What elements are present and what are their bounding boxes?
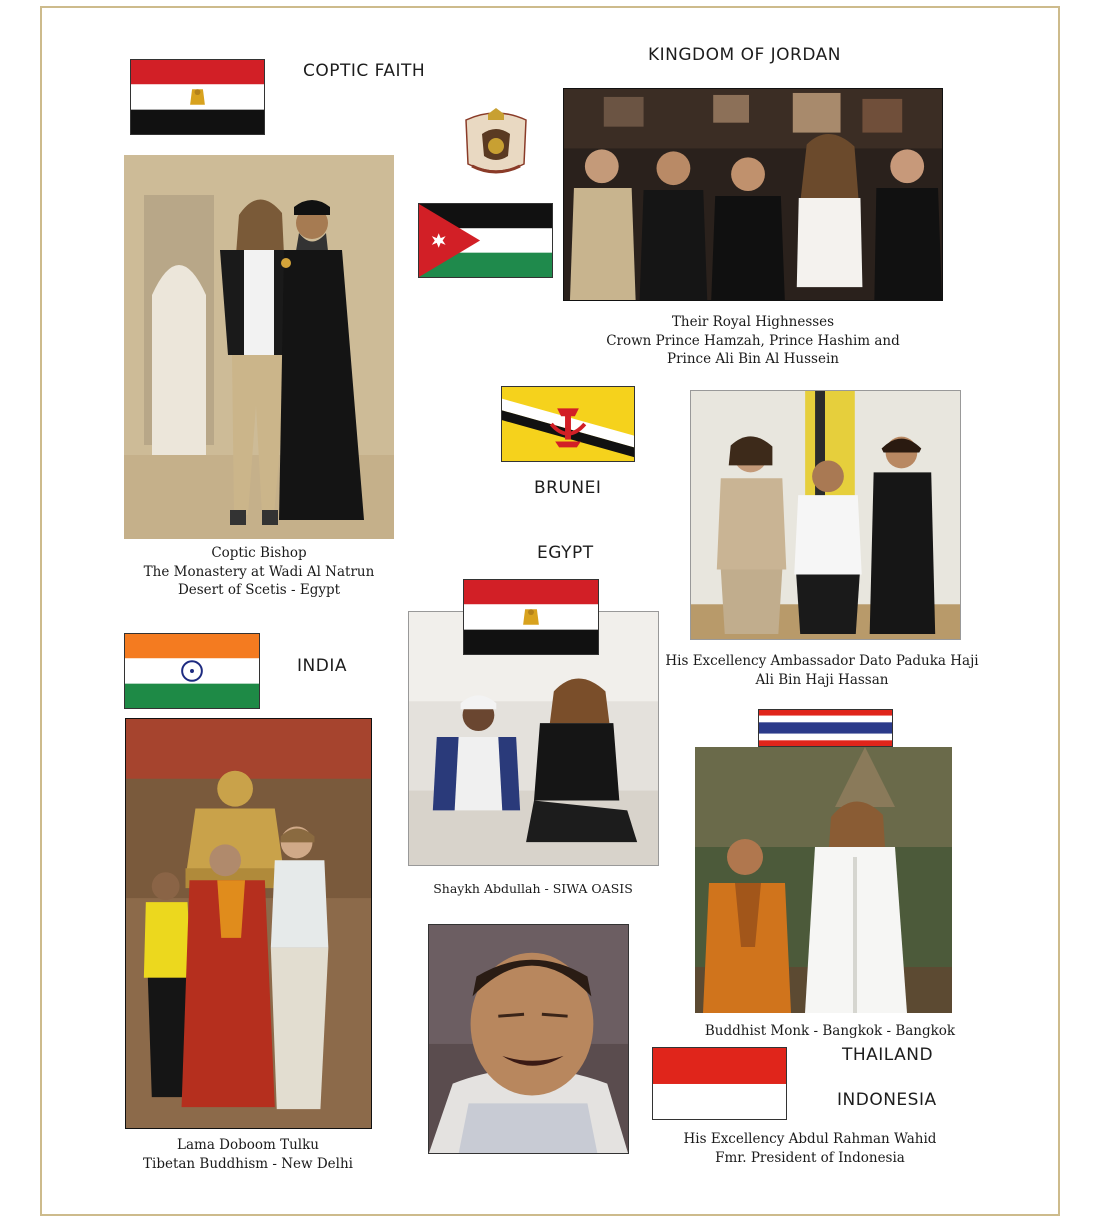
caption-line: Lama Doboom Tulku — [177, 1137, 319, 1153]
heading-indonesia: INDONESIA — [837, 1090, 937, 1110]
caption-india — [118, 1136, 378, 1173]
egypt-flag-small — [463, 579, 599, 655]
heading-egypt: EGYPT — [537, 543, 594, 563]
caption-line: Shaykh Abdullah - SIWA OASIS — [433, 881, 633, 896]
jordan-flag — [418, 203, 553, 278]
jordan-coat-of-arms-icon — [458, 108, 534, 180]
heading-brunei: BRUNEI — [534, 478, 602, 498]
caption-line: His Excellency Abdul Rahman Wahid — [683, 1131, 937, 1147]
egypt-flag — [130, 59, 265, 135]
caption-line: The Monastery at Wadi Al Natrun — [143, 563, 375, 580]
caption-line: Desert of Scetis - Egypt — [177, 582, 341, 598]
caption-line: Crown Prince Hamzah, Prince Hashim and — [606, 332, 900, 349]
photo-coptic-bishop — [124, 155, 394, 539]
indonesia-flag — [652, 1047, 787, 1120]
photo-brunei-ambassador — [690, 390, 961, 640]
brunei-flag — [501, 386, 635, 462]
caption-line: Coptic Bishop — [211, 545, 307, 561]
photo-lama-doboom-tulku — [125, 718, 372, 1129]
caption-thailand — [690, 1022, 970, 1041]
caption-brunei — [662, 652, 982, 689]
caption-coptic — [124, 544, 394, 600]
photo-buddhist-monk-bangkok — [695, 747, 952, 1013]
caption-line: Ali Bin Haji Hassan — [755, 671, 889, 688]
thailand-flag — [758, 709, 893, 747]
caption-siwa — [388, 880, 678, 899]
photo-abdul-rahman-wahid — [428, 924, 629, 1154]
caption-line: Buddhist Monk - Bangkok - Bangkok — [704, 1023, 956, 1039]
heading-jordan: KINGDOM OF JORDAN — [648, 45, 842, 65]
caption-line: Tibetan Buddhism - New Delhi — [143, 1155, 353, 1172]
india-flag — [124, 633, 260, 709]
photo-jordan-princes — [563, 88, 943, 301]
heading-coptic-faith: COPTIC FAITH — [303, 61, 426, 81]
caption-line: His Excellency Ambassador Dato Paduka Haji — [665, 653, 979, 669]
caption-jordan — [563, 313, 943, 369]
caption-line: Fmr. President of Indonesia — [715, 1149, 905, 1166]
caption-line: Prince Ali Bin Al Hussein — [667, 351, 839, 367]
heading-india: INDIA — [297, 656, 347, 676]
caption-line: Their Royal Highnesses — [671, 314, 835, 330]
heading-thailand: THAILAND — [842, 1045, 934, 1065]
caption-indonesia — [670, 1130, 950, 1167]
